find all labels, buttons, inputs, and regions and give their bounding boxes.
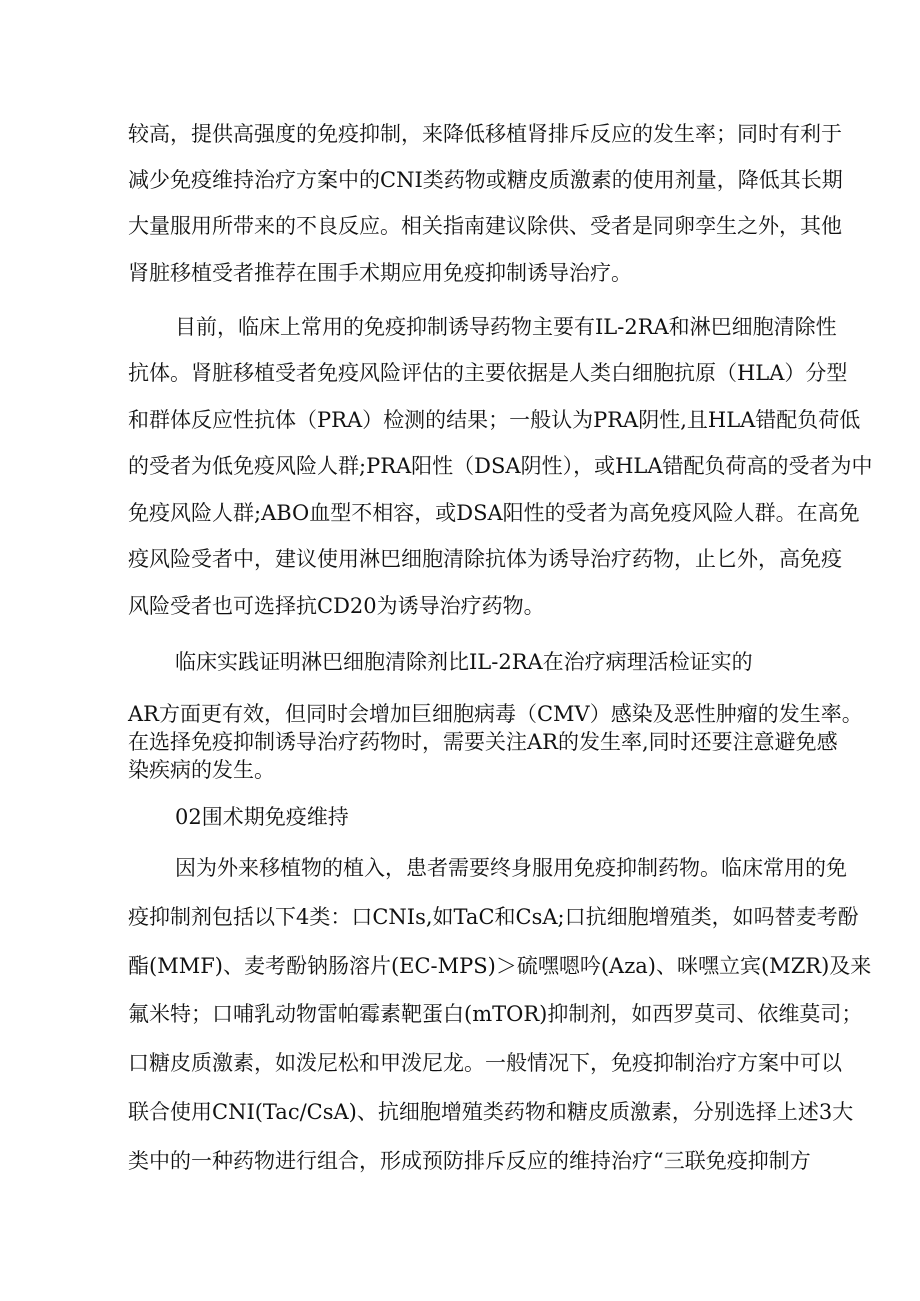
section-heading: 02围术期免疫维持 [175, 805, 349, 829]
text-line: 大量服用所带来的不良反应。相关指南建议除供、受者是同卵孪生之外，其他 [128, 214, 842, 238]
text-line: 较高，提供高强度的免疫抑制，来降低移植肾排斥反应的发生率；同时有利于 [128, 122, 842, 146]
text-line: 因为外来移植物的植入，患者需要终身服用免疫抑制药物。临床常用的免 [175, 856, 847, 880]
text-line: 疫抑制剂包括以下4类：口CNIs,如TaC和CsA;口抗细胞增殖类，如吗替麦考酚 [128, 905, 859, 929]
text-line: 氟米特；口哺乳动物雷帕霉素靶蛋白(mTOR)抑制剂，如西罗莫司、依维莫司； [128, 1002, 863, 1026]
text-line: AR方面更有效，但同时会增加巨细胞病毒（CMV）感染及恶性肿瘤的发生率。 [128, 702, 863, 726]
text-line: 和群体反应性抗体（PRA）检测的结果；一般认为PRA阴性,且HLA错配负荷低 [128, 408, 861, 432]
text-line: 联合使用CNI(Tac/CsA)、抗细胞增殖类药物和糖皮质激素，分别选择上述3大 [128, 1100, 854, 1124]
text-line: 目前，临床上常用的免疫抑制诱导药物主要有IL-2RA和淋巴细胞清除性 [175, 315, 837, 339]
text-line: 肾脏移植受者推荐在围手术期应用免疫抑制诱导治疗。 [128, 261, 632, 285]
text-line: 的受者为低免疫风险人群;PRA阳性（DSA阴性），或HLA错配负荷高的受者为中 [128, 454, 873, 478]
text-line: 染疾病的发生。 [128, 758, 275, 782]
text-line: 减少免疫维持治疗方案中的CNI类药物或糖皮质激素的使用剂量，降低其长期 [128, 168, 843, 192]
text-line: 酯(MMF)、麦考酚钠肠溶片(EC-MPS)＞硫嘿嗯吟(Aza)、咪嘿立宾(MZR)及来 [128, 954, 872, 978]
text-line: 在选择免疫抑制诱导治疗药物时，需要关注AR的发生率,同时还要注意避免感 [128, 730, 838, 754]
text-line: 口糖皮质激素，如泼尼松和甲泼尼龙。一般情况下，免疫抑制治疗方案中可以 [128, 1051, 842, 1075]
text-line: 免疫风险人群;ABO血型不相容，或DSA阳性的受者为高免疫风险人群。在高免 [128, 501, 860, 525]
text-line: 疫风险受者中，建议使用淋巴细胞清除抗体为诱导治疗药物，止匕外，高免疫 [128, 547, 842, 571]
text-line: 抗体。肾脏移植受者免疫风险评估的主要依据是人类白细胞抗原（HLA）分型 [128, 361, 848, 385]
text-line: 风险受者也可选择抗CD20为诱导治疗药物。 [128, 594, 545, 618]
text-line: 临床实践证明淋巴细胞清除剂比IL-2RA在治疗病理活检证实的 [175, 650, 753, 674]
text-line: 类中的一种药物进行组合，形成预防排斥反应的维持治疗“三联免疫抑制方 [128, 1149, 811, 1173]
